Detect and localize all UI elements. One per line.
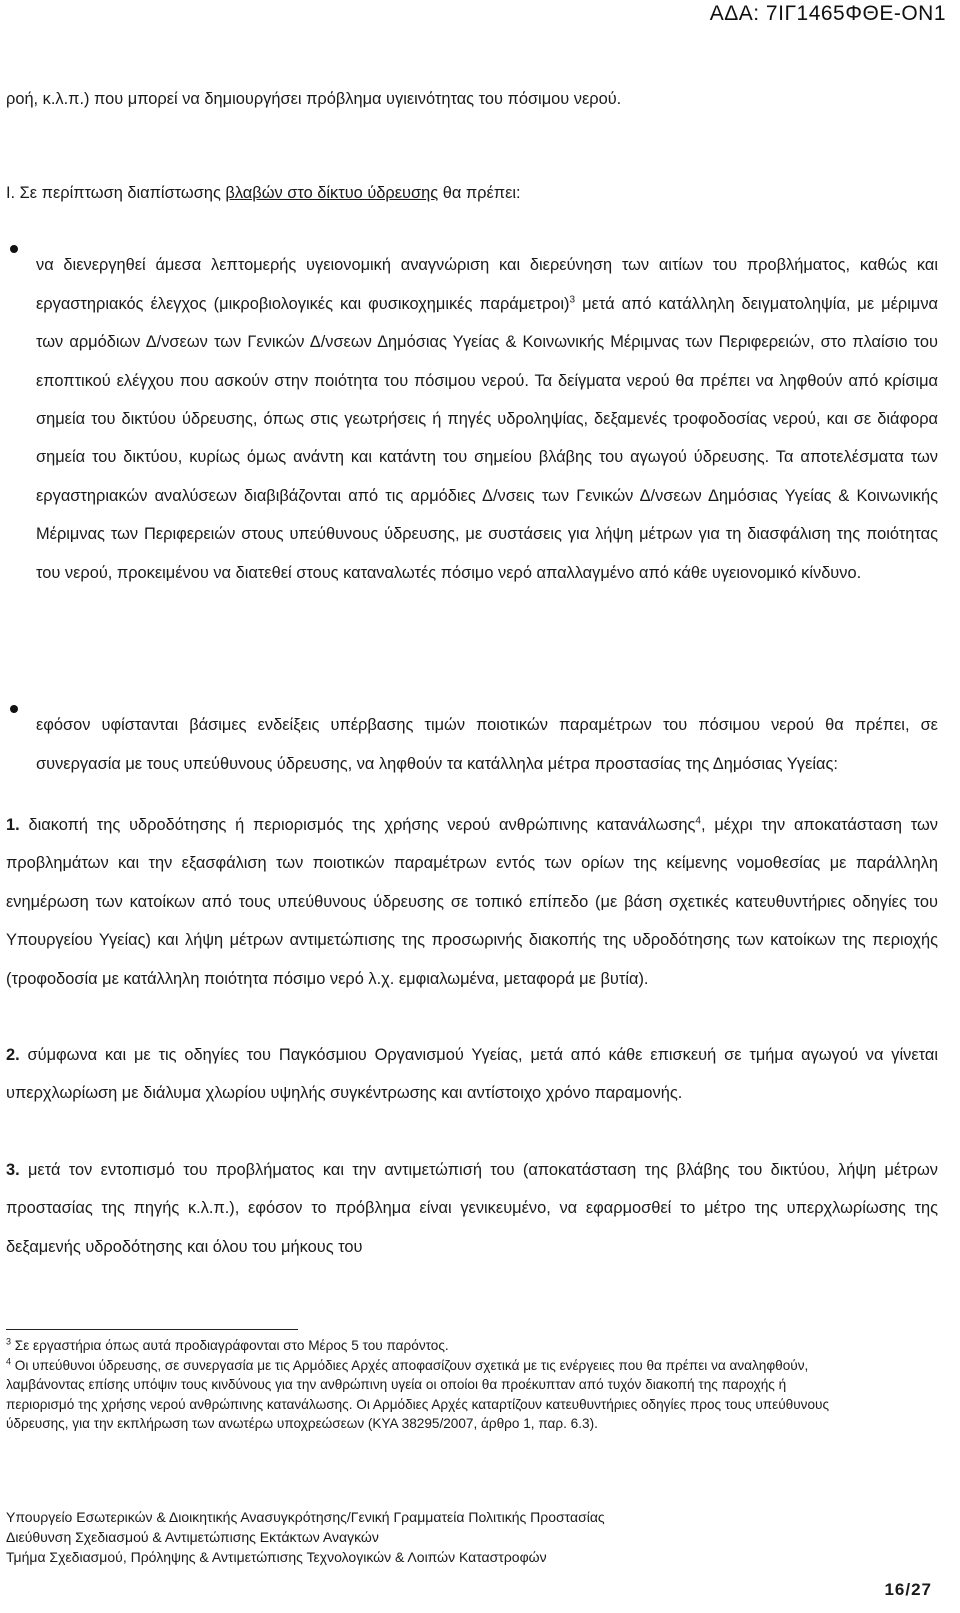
numbered-item-3: 3. μετά τον εντοπισμό του προβλήματος και την αντιμετώπισή του (αποκατάσταση της βλάβης του δικτύου, λήψη μέτρων προστασίας της πηγής κ.λ.π.), εφόσον το πρόβλημα είναι γενικευμένο, να εφαρμοσθεί το μέτρο της υπερχλωρίωσης της δεξαμενής υδροδότησης και όλου του μήκους του	[6, 1161, 938, 1256]
footer-line-3: Τμήμα Σχεδιασμού, Πρόληψης & Αντιμετώπισης Τεχνολογικών & Λοιπών Καταστροφών	[6, 1548, 547, 1565]
footer-line-2: Διεύθυνση Σχεδιασμού & Αντιμετώπισης Εκτάκτων Αναγκών	[6, 1528, 379, 1545]
footer-line-1: Υπουργείο Εσωτερικών & Διοικητικής Ανασυγκρότησης/Γενική Γραμματεία Πολιτικής Προστασίας	[6, 1509, 605, 1525]
ada-code: ΑΔΑ: 7ΙΓ1465ΦΘΕ-ΟΝ1	[709, 2, 946, 25]
section-suffix: θα πρέπει:	[438, 184, 521, 202]
item-label-1: 1.	[6, 816, 20, 834]
bullet-dot	[10, 705, 18, 713]
page-footer	[6, 1508, 605, 1567]
numbered-item-1: 1. διακοπή της υδροδότησης ή περιορισμός της χρήσης νερού ανθρώπινης κατανάλωσης$^4$, μέχρι την αποκατάσταση των προβλημάτων και την εξασφάλιση των ποιοτικών παραμέτρων εντός των ορίων της κείμενης νομοθεσίας με παράλληλη ενημέρωση των κατοίκων από τους υπεύθυνους ύδρευσης σε τοπικό επίπεδο (με βάση σχετικές κατευθυντήριες οδηγίες του Υπουργείου Υγείας) και λήψη μέτρων αντιμετώπισης της προσωρινής διακοπής της υδροδότησης των κατοίκων της περιοχής (τροφοδοσία με κατάλληλη ποιότητα πόσιμο νερό λ.χ. εμφιαλωμένα, μεταφορά με βυτία).	[6, 815, 938, 988]
bullet-item-2	[6, 690, 938, 800]
numbered-item-2: 2. σύμφωνα και με τις οδηγίες του Παγκόσμιου Οργανισμού Υγείας, μετά από κάθε επισκευή σε τμήμα αγωγού να γίνεται υπερχλωρίωση με διάλυμα χλωρίου υψηλής συγκέντρωσης και αντίστοιχο χρόνο παραμονής.	[6, 1046, 938, 1103]
footnote-3: $^3$ Σε εργαστήρια όπως αυτά προδιαγράφονται στο Μέρος 5 του παρόντος.	[6, 1336, 449, 1353]
section-heading	[6, 184, 521, 203]
footnote-divider	[6, 1329, 298, 1330]
footnotes	[6, 1336, 840, 1434]
bullet-text-1: να διενεργηθεί άμεσα λεπτομερής υγειονομική αναγνώριση και διερεύνηση των αιτίων του προβλήματος, καθώς και εργαστηριακός έλεγχος (μικροβιολογικές και φυσικοχημικές παράμετροι)$^3$ μετά από κατάλληλη δειγματοληψία, με μέριμνα των αρμόδιων Δ/νσεων των Γενικών Δ/νσεων Δημόσιας Υγείας & Κοινωνικής Μέριμνας των Περιφερειών, στο πλαίσιο του εποπτικού ελέγχου που ασκούν στην ποιότητα του πόσιμου νερού. Τα δείγματα νερού θα πρέπει να ληφθούν από κρίσιμα σημεία του δικτύου ύδρευσης, όπως στις γεωτρήσεις ή πηγές υδροληψίας, δεξαμενές τροφοδοσίας νερού, και σε διάφορα σημεία του δικτύου, κυρίως όμως ανάντη και κατάντη του σημείου βλάβης του αγωγού ύδρευσης. Τα αποτελέσματα των εργαστηριακών αναλύσεων διαβιβάζονται από τις αρμόδιες Δ/νσεις των Γενικών Δ/νσεων Δημόσιας Υγείας & Κοινωνικής Μέριμνας των Περιφερειών στους υπεύθυνους ύδρευσης, με συστάσεις για λήψη μέτρων για τη διασφάλιση της ποιότητας του νερού, προκειμένου να διατεθεί στους καταναλωτές πόσιμο νερό απαλλαγμένο από κάθε υγειονομικό κίνδυνο.	[36, 256, 939, 582]
page-number: 16/27	[884, 1580, 932, 1599]
item-label-2: 2.	[6, 1046, 20, 1064]
item-label-3: 3.	[6, 1161, 20, 1179]
section-prefix: Σε περίπτωση διαπίστωσης	[19, 184, 226, 202]
intro-line: ροή, κ.λ.π.) που μπορεί να δημιουργήσει πρόβλημα υγιεινότητας του πόσιμου νερού.	[6, 90, 622, 108]
bullet-dot	[10, 245, 18, 253]
section-underlined: βλαβών στο δίκτυο ύδρευσης	[225, 184, 439, 202]
footnote-ref-3[interactable]: 3	[569, 294, 576, 306]
footnote-4: $^4$ Οι υπεύθυνοι ύδρευσης, σε συνεργασία με τις Αρμόδιες Αρχές αποφασίζουν σχετικά με τις ενέργειες που θα πρέπει να αναληφθούν, λαμβάνοντας επίσης υπόψιν τους κινδύνους για την ανθρώπινη υγεία οι οποίοι θα προέκυπταν από τυχόν διακοπή της παροχής ή περιορισμό της χρήσης νερού ανθρώπινης κατανάλωσης. Οι Αρμόδιες Αρχές καταρτίζουν κατευθυντήριες οδηγίες προς τους υπεύθυνους ύδρευσης, για την εκπλήρωση των ανωτέρω υποχρεώσεων (ΚΥΑ 38295/2007, άρθρο 1, παρ. 6.3).	[6, 1355, 830, 1431]
footnote-ref-4[interactable]: 4	[695, 815, 701, 827]
section-number: I.	[6, 184, 16, 202]
bullet-text-2: εφόσον υφίστανται βάσιμες ενδείξεις υπέρβασης τιμών ποιοτικών παραμέτρων του πόσιμου νερού θα πρέπει, σε συνεργασία με τους υπεύθυνους ύδρευσης, να ληφθούν τα κατάλληλα μέτρα προστασίας της Δημόσιας Υγείας:	[36, 716, 938, 773]
bullet-item-1	[6, 230, 938, 608]
